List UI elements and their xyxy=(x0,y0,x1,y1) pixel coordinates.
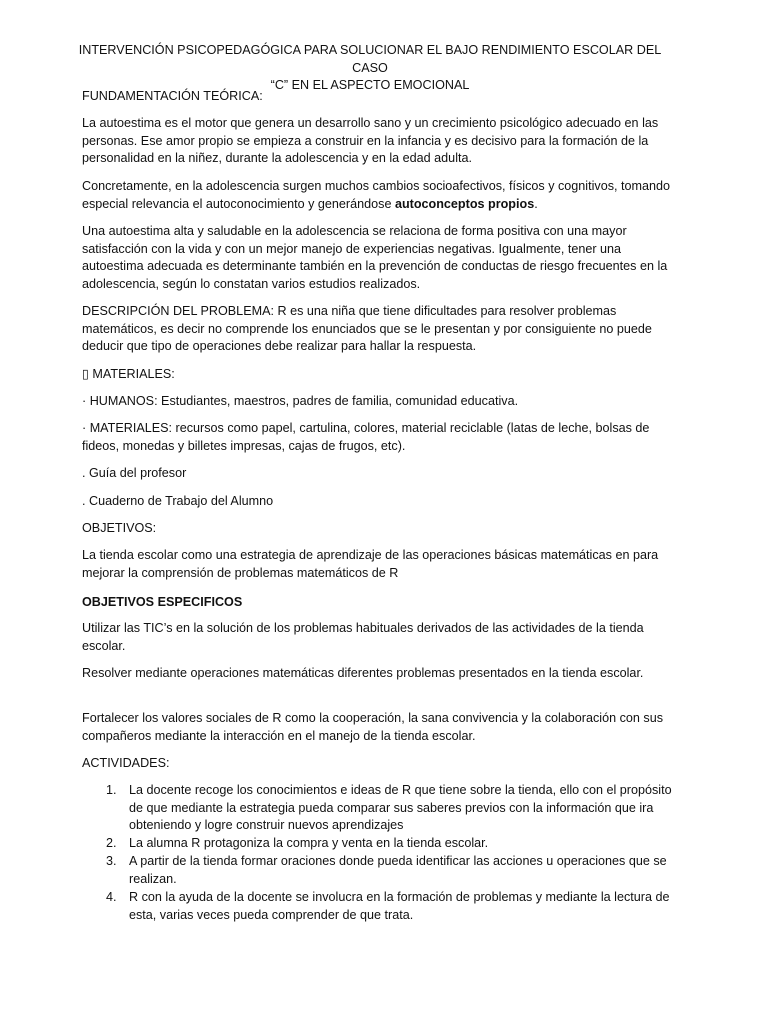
section-fundamentacion-heading: FUNDAMENTACIÓN TEÓRICA: xyxy=(82,89,263,103)
paragraph-adolescencia xyxy=(82,178,682,213)
paragraph-descripcion-problema: DESCRIPCIÓN DEL PROBLEMA: R es una niña que tiene dificultades para resolver problemas matemáticos, es decir no comprende los enunciados que se le presentan y por consiguiente no puede deducir que tipo de operaciones debe realizar para hallar la respuesta. xyxy=(82,304,652,354)
document-title xyxy=(70,42,670,95)
actividad-2-text: La alumna R protagoniza la compra y venta en la tienda escolar. xyxy=(129,836,489,850)
actividad-3-text: A partir de la tienda formar oraciones donde pueda identificar las acciones u operaciones que se realizan. xyxy=(129,854,667,886)
title-line-1: INTERVENCIÓN PSICOPEDAGÓGICA PARA SOLUCIONAR EL BAJO RENDIMIENTO ESCOLAR DEL CASO xyxy=(78,43,662,75)
title-line-2: “C” EN EL ASPECTO EMOCIONAL xyxy=(270,78,470,93)
paragraph-adolescencia-bold: autoconceptos propios xyxy=(394,196,535,211)
paragraph-adolescencia-end: . xyxy=(534,196,538,211)
actividades-heading: ACTIVIDADES: xyxy=(82,756,170,770)
actividad-2-number: 2. xyxy=(106,836,117,850)
materiales-heading: ▯ MATERIALES: xyxy=(82,367,175,381)
actividad-4-text: R con la ayuda de la docente se involucra en la formación de problemas y mediante la lectura de esta, varias veces pueda comprender de que trata. xyxy=(129,890,670,922)
objetivos-text: La tienda escolar como una estrategia de aprendizaje de las operaciones básicas matemáticas en para mejorar la comprensión de problemas matemáticos de R xyxy=(82,548,659,580)
objetivos-heading: OBJETIVOS: xyxy=(82,521,157,535)
objetivo-especifico-1: Utilizar las TIC’s en la solución de los problemas habituales derivados de las actividades de la tienda escolar. xyxy=(82,621,644,653)
objetivo-especifico-3: Fortalecer los valores sociales de R como la cooperación, la sana convivencia y la colaboración con sus compañeros mediante la interacción en el manejo de la tienda escolar. xyxy=(82,711,664,743)
cuaderno-alumno: . Cuaderno de Trabajo del Alumno xyxy=(82,494,274,508)
objetivos-especificos-heading: OBJETIVOS ESPECIFICOS xyxy=(82,595,243,609)
materiales-humanos: · HUMANOS: Estudiantes, maestros, padres de familia, comunidad educativa. xyxy=(82,394,519,408)
actividad-4-number: 4. xyxy=(106,890,117,904)
paragraph-autoestima: La autoestima es el motor que genera un desarrollo sano y un crecimiento psicológico adecuado en las personas. Ese amor propio se empieza a construir en la infancia y es decisivo para la formación de la personalidad en la niñez, durante la adolescencia y en la edad adulta. xyxy=(82,116,659,166)
guia-profesor: . Guía del profesor xyxy=(82,466,187,480)
actividad-1-number: 1. xyxy=(106,783,117,797)
paragraph-adolescencia-text: Concretamente, en la adolescencia surgen muchos cambios socioafectivos, físicos y cognitivos, tomando especial relevancia el autoconocimiento y generándose xyxy=(82,179,671,211)
materiales-detalle: · MATERIALES: recursos como papel, cartulina, colores, material reciclable (latas de leche, bolsas de fideos, monedas y billetes impresas, cajas de frugos, etc). xyxy=(82,421,650,453)
actividad-1-text: La docente recoge los conocimientos e ideas de R que tiene sobre la tienda, ello con el propósito de que mediante la estrategia pueda comparar sus saberes previos con la información que ira obteniendo y logre construir nuevos aprendizajes xyxy=(129,783,672,833)
objetivo-especifico-2: Resolver mediante operaciones matemáticas diferentes problemas presentados en la tienda escolar. xyxy=(82,666,644,680)
paragraph-autoestima-alta: Una autoestima alta y saludable en la adolescencia se relaciona de forma positiva con una mayor satisfacción con la vida y con un mejor manejo de experiencias negativas. Igualmente, tener una autoestima adecuada es determinante también en la prevención de conductas de riesgo frecuentes en la adolescencia, según lo constatan varios estudios realizados. xyxy=(82,224,668,291)
actividad-3-number: 3. xyxy=(106,854,117,868)
